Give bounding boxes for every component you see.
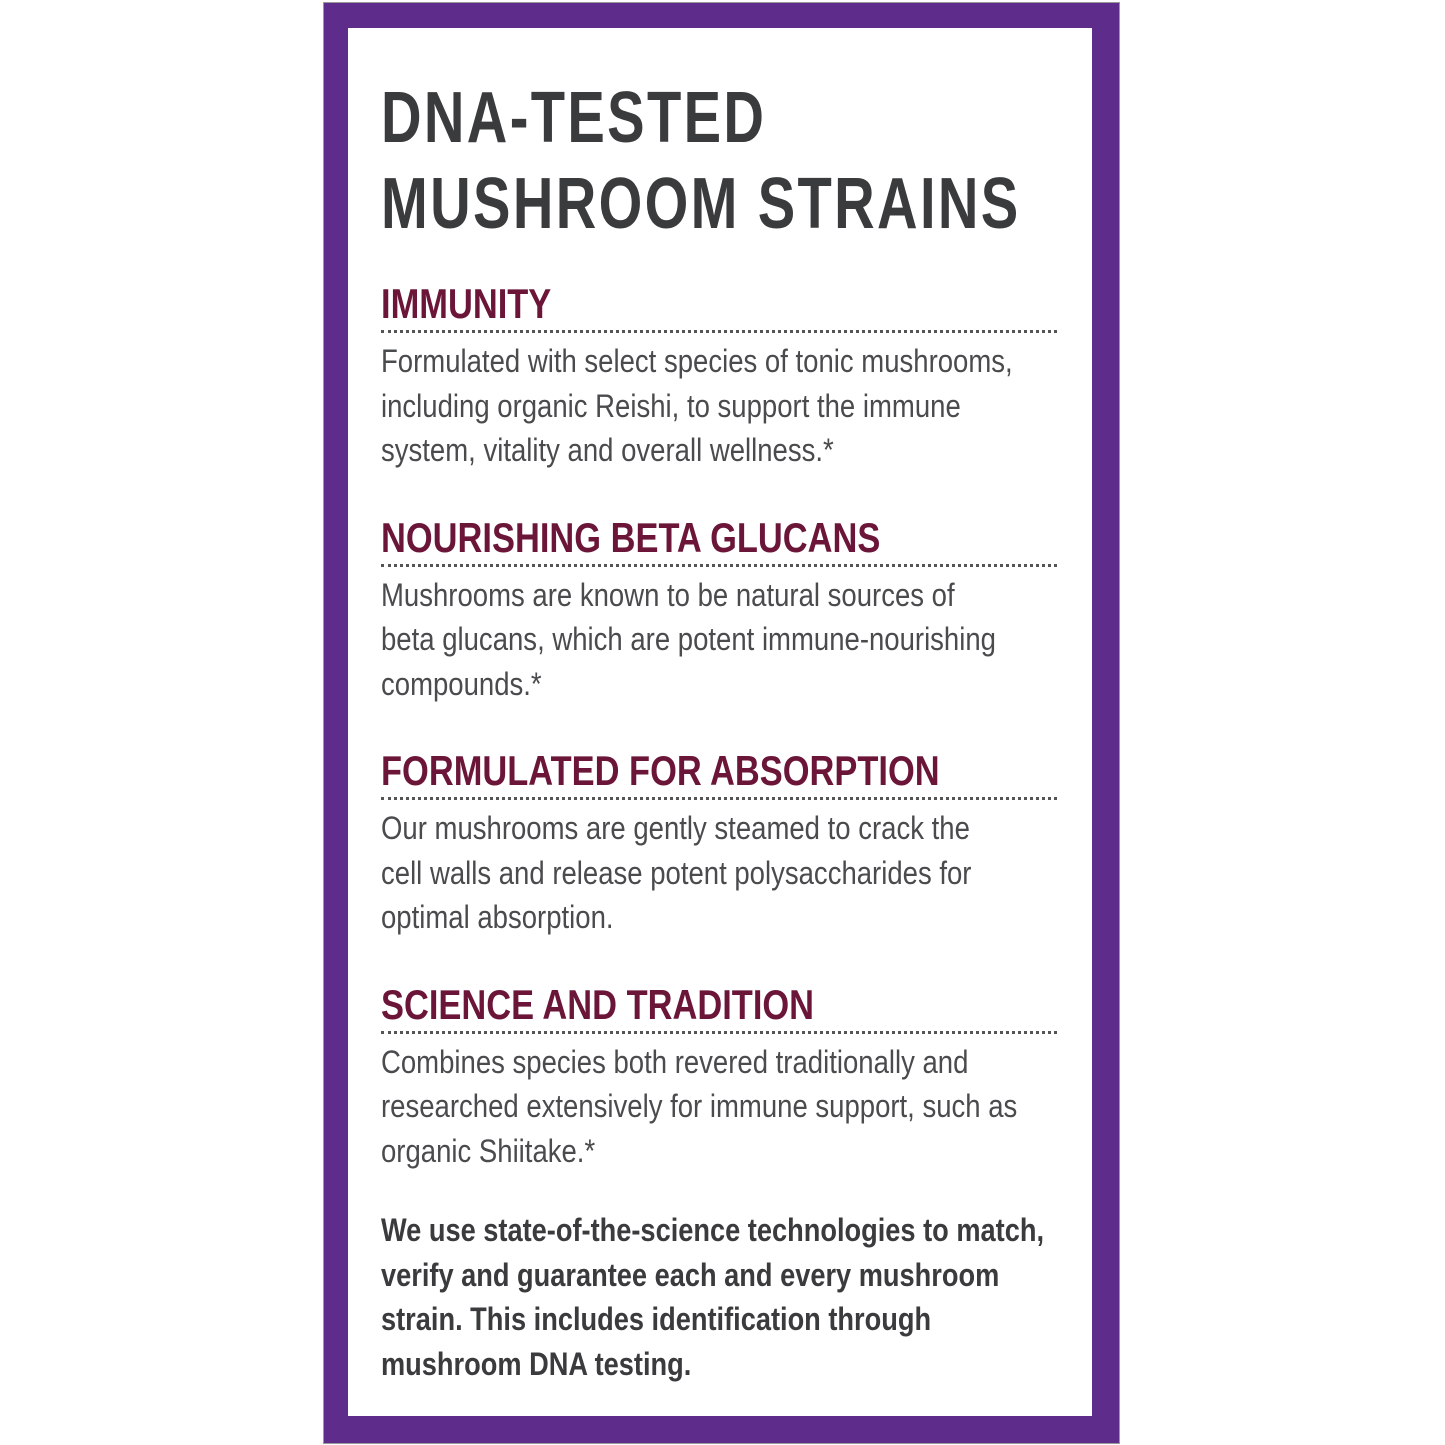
card-content bbox=[381, 75, 1057, 1386]
closing-statement: We use state-of-the-science technologies to match, verify and guarantee each and every mushroom strain. This includes identification through mushroom DNA testing. bbox=[381, 1212, 1045, 1382]
section-heading: FORMULATED FOR ABSORPTION bbox=[381, 747, 940, 794]
dotted-divider bbox=[381, 797, 1057, 800]
section-body: Mushrooms are known to be natural sources of beta glucans, which are potent immune-nourishing compounds.* bbox=[381, 576, 996, 702]
dotted-divider bbox=[381, 1031, 1057, 1034]
section-heading: SCIENCE AND TRADITION bbox=[381, 980, 815, 1028]
section-beta-glucans bbox=[381, 514, 1057, 707]
title-line-2: MUSHROOM STRAINS bbox=[381, 164, 1021, 244]
title-line-1: DNA-TESTED bbox=[381, 78, 767, 158]
section-immunity bbox=[381, 280, 1057, 473]
dotted-divider bbox=[381, 330, 1057, 333]
section-body: Combines species both revered traditionally and researched extensively for immune support, such as organic Shiitake.* bbox=[381, 1043, 1018, 1169]
section-body: Our mushrooms are gently steamed to crack the cell walls and release potent polysaccharides for optimal absorption. bbox=[381, 810, 972, 935]
section-body: Formulated with select species of tonic mushrooms, including organic Reishi, to support the immune system, vitality and overall wellness.* bbox=[381, 343, 1013, 468]
section-science-tradition bbox=[381, 981, 1057, 1174]
info-card bbox=[348, 28, 1092, 1416]
section-absorption bbox=[381, 747, 1057, 940]
purple-frame bbox=[323, 2, 1120, 1444]
section-heading: NOURISHING BETA GLUCANS bbox=[381, 513, 881, 561]
dotted-divider bbox=[381, 564, 1057, 567]
page-title bbox=[381, 75, 1067, 247]
section-heading: IMMUNITY bbox=[381, 280, 552, 327]
